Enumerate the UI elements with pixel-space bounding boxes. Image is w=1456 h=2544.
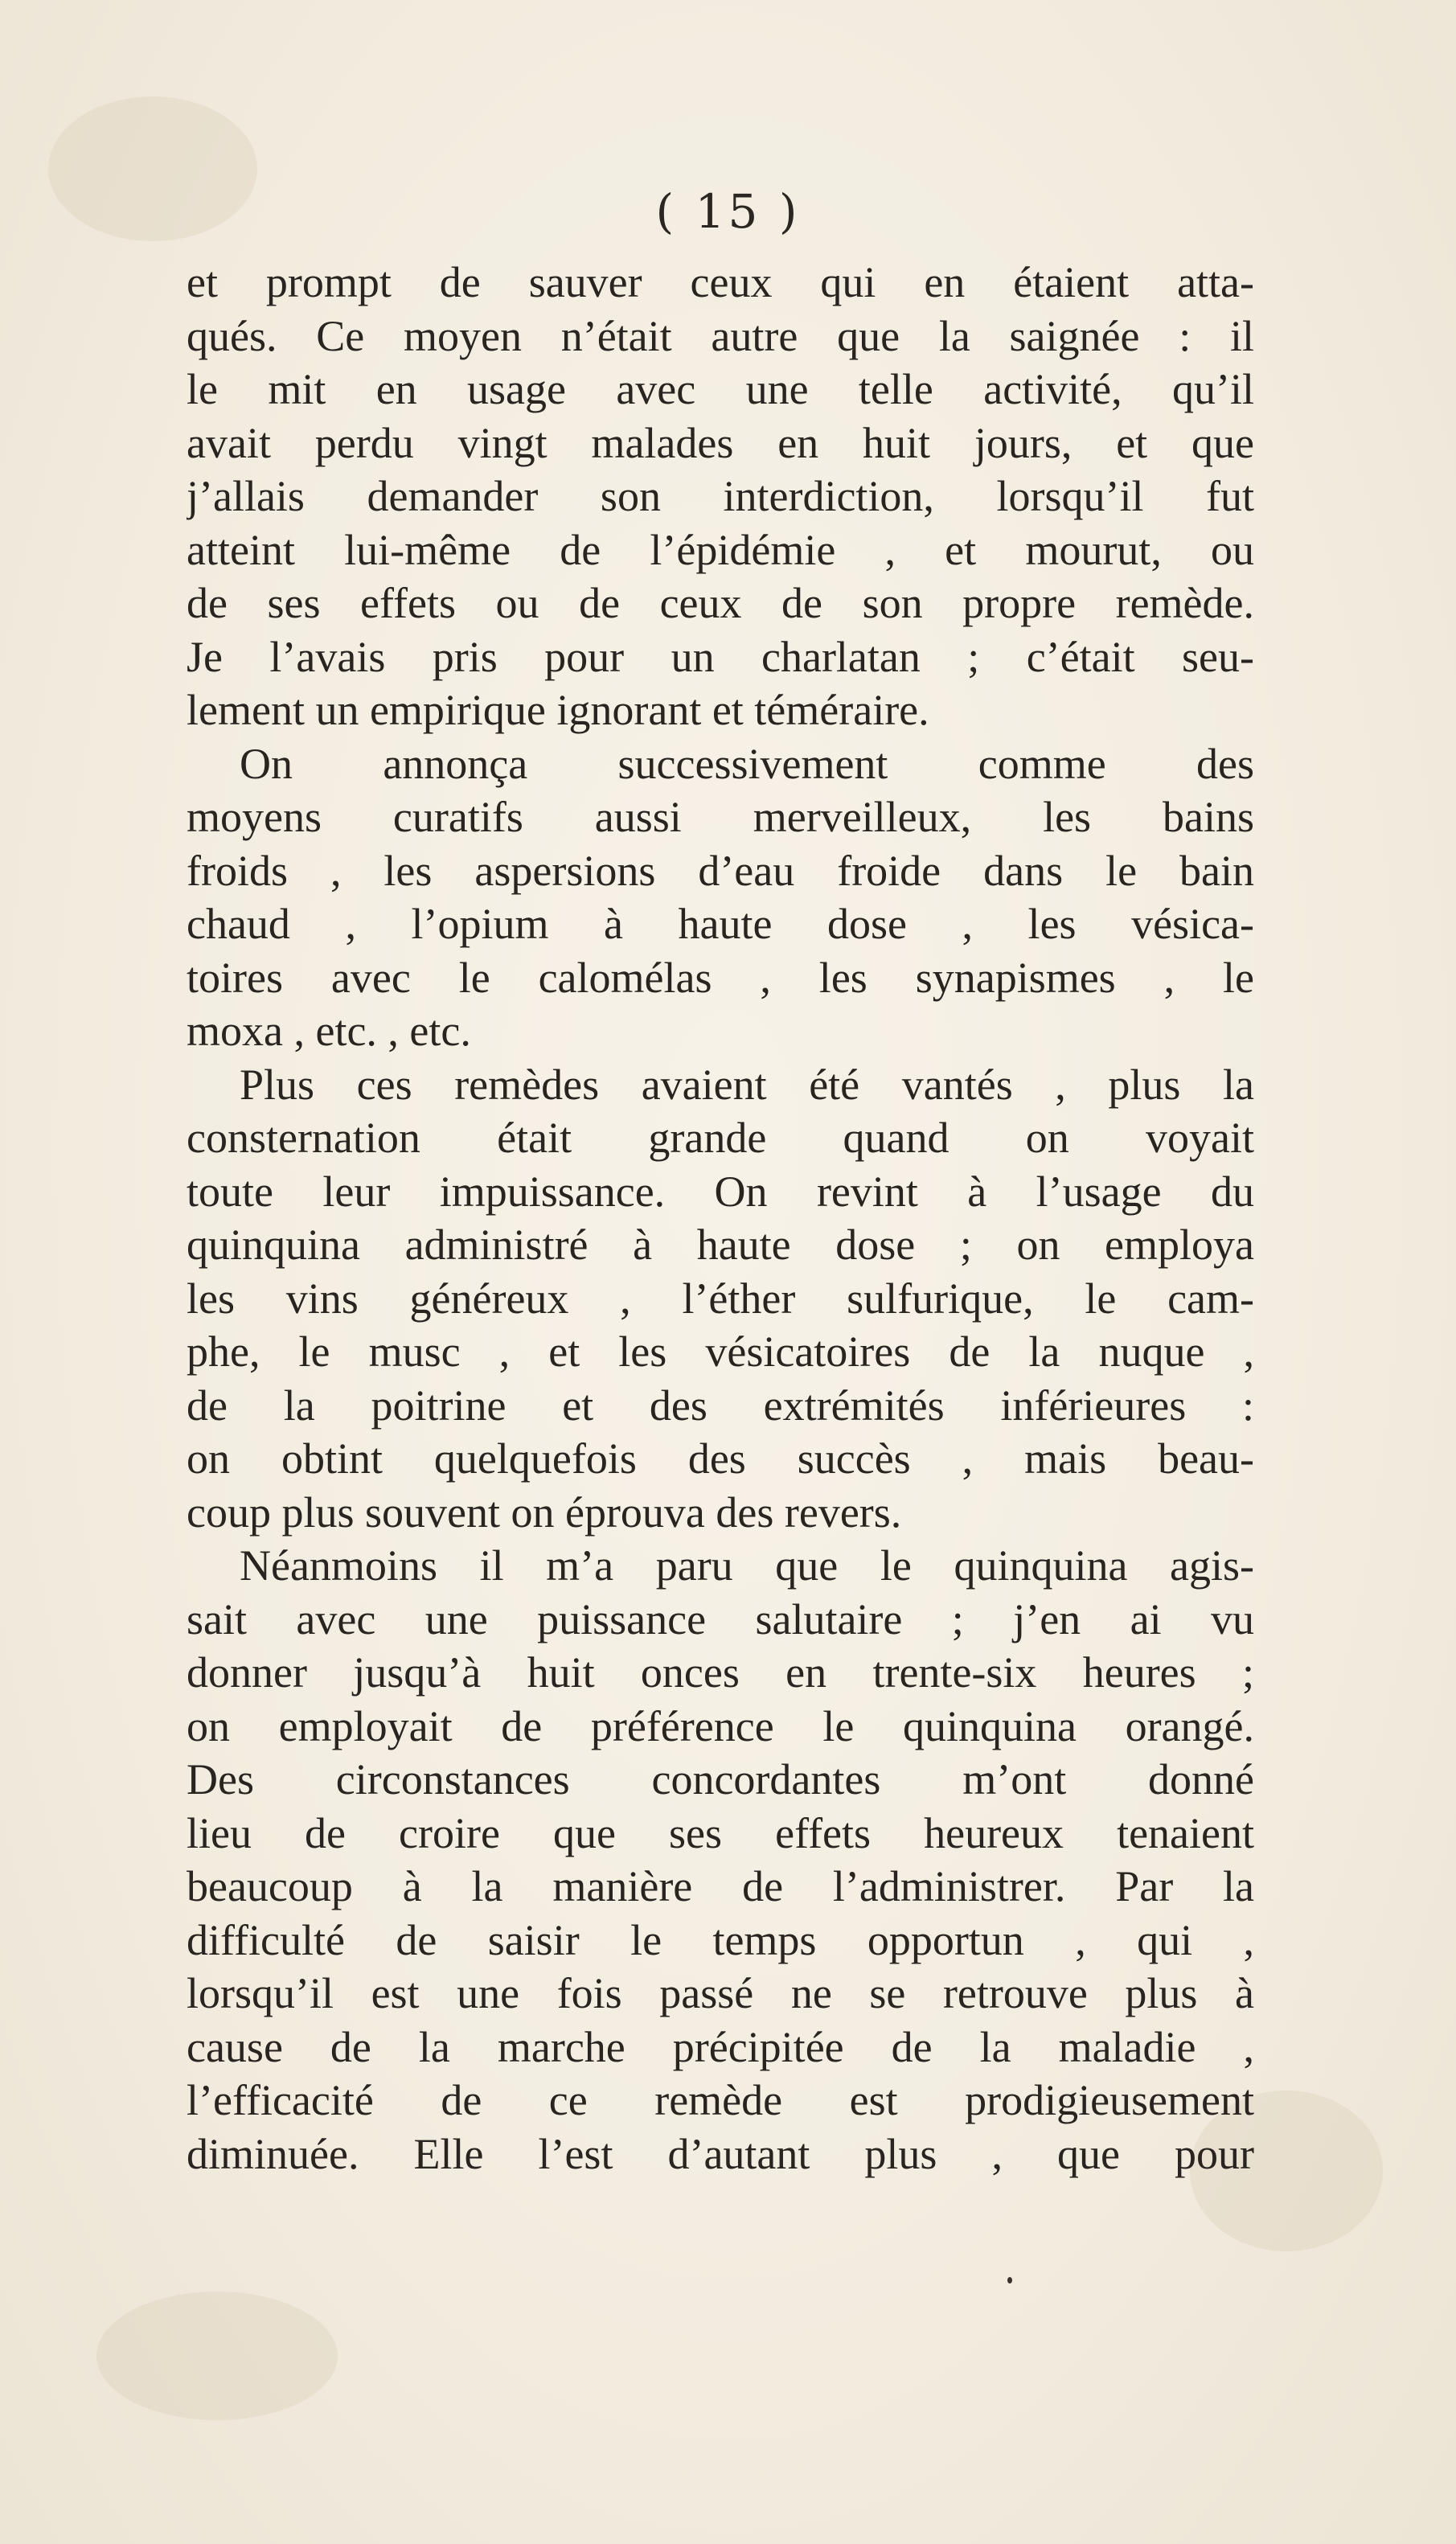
text-line: froids , les aspersions d’eau froide dans le bain: [187, 846, 1254, 895]
text-line: et prompt de sauver ceux qui en étaient atta-: [187, 258, 1254, 306]
text-line: donner jusqu’à huit onces en trente-six heures ;: [187, 1648, 1254, 1697]
paragraph-3: [187, 1058, 1254, 1540]
text-line: de la poitrine et des extrémités inférieures :: [187, 1381, 1254, 1430]
text-line: quinquina administré à haute dose ; on employa: [187, 1221, 1254, 1269]
text-line: lorsqu’il est une fois passé ne se retrouve plus à: [187, 1969, 1254, 2017]
text-line: cause de la marche précipitée de la maladie ,: [187, 2022, 1254, 2071]
text-line: j’allais demander son interdiction, lorsqu’il fut: [187, 472, 1254, 520]
text-line: moyens curatifs aussi merveilleux, les bains: [187, 793, 1254, 841]
text-line: difficulté de saisir le temps opportun , qui ,: [187, 1915, 1254, 1964]
text-line: consternation était grande quand on voyait: [187, 1114, 1254, 1162]
text-line: chaud , l’opium à haute dose , les vésica-: [187, 900, 1254, 948]
text-line: Des circonstances concordantes m’ont donné: [187, 1755, 1254, 1803]
text-line: lement un empirique ignorant et téméraire.: [187, 686, 929, 734]
text-line: on obtint quelquefois des succès , mais beau-: [187, 1434, 1254, 1483]
paragraph-1: [187, 256, 1254, 737]
text-line: on employait de préférence le quinquina orangé.: [187, 1701, 1254, 1750]
text-line: On annonça successivement comme des: [240, 739, 1254, 788]
text-line: qués. Ce moyen n’était autre que la saignée : il: [187, 311, 1254, 360]
paragraph-4: [187, 1539, 1254, 2181]
text-line: le mit en usage avec une telle activité, qu’il: [187, 365, 1254, 413]
page-number: ( 15 ): [655, 184, 801, 239]
text-line: avait perdu vingt malades en huit jours, et que: [187, 418, 1254, 467]
text-line: Je l’avais pris pour un charlatan ; c’était seu-: [187, 632, 1254, 681]
text-line: phe, le musc , et les vésicatoires de la nuque ,: [187, 1327, 1254, 1376]
text-line: sait avec une puissance salutaire ; j’en ai vu: [187, 1594, 1254, 1643]
text-line: coup plus souvent on éprouva des revers.: [187, 1487, 902, 1537]
text-line: atteint lui-même de l’épidémie , et mourut, ou: [187, 525, 1254, 574]
text-line: toute leur impuissance. On revint à l’usage du: [187, 1167, 1254, 1216]
text-line: lieu de croire que ses effets heureux tenaient: [187, 1808, 1254, 1857]
text-line: moxa , etc. , etc.: [187, 1007, 471, 1055]
text-line: les vins généreux , l’éther sulfurique, le cam-: [187, 1274, 1254, 1323]
text-line: toires avec le calomélas , les synapismes , le: [187, 953, 1254, 1002]
paper-stain: [96, 2292, 338, 2420]
body-text: [187, 256, 1254, 2181]
paragraph-2: [187, 737, 1254, 1058]
text-line: diminuée. Elle l’est d’autant plus , que pour: [187, 2129, 1254, 2178]
text-line: beaucoup à la manière de l’administrer. Par la: [187, 1862, 1254, 1910]
ink-speck: [1007, 2277, 1012, 2283]
text-line: Plus ces remèdes avaient été vantés , plus la: [240, 1060, 1254, 1109]
text-line: l’efficacité de ce remède est prodigieusement: [187, 2076, 1254, 2124]
text-line: Néanmoins il m’a paru que le quinquina agis-: [240, 1541, 1254, 1590]
text-line: de ses effets ou de ceux de son propre remède.: [187, 579, 1254, 627]
